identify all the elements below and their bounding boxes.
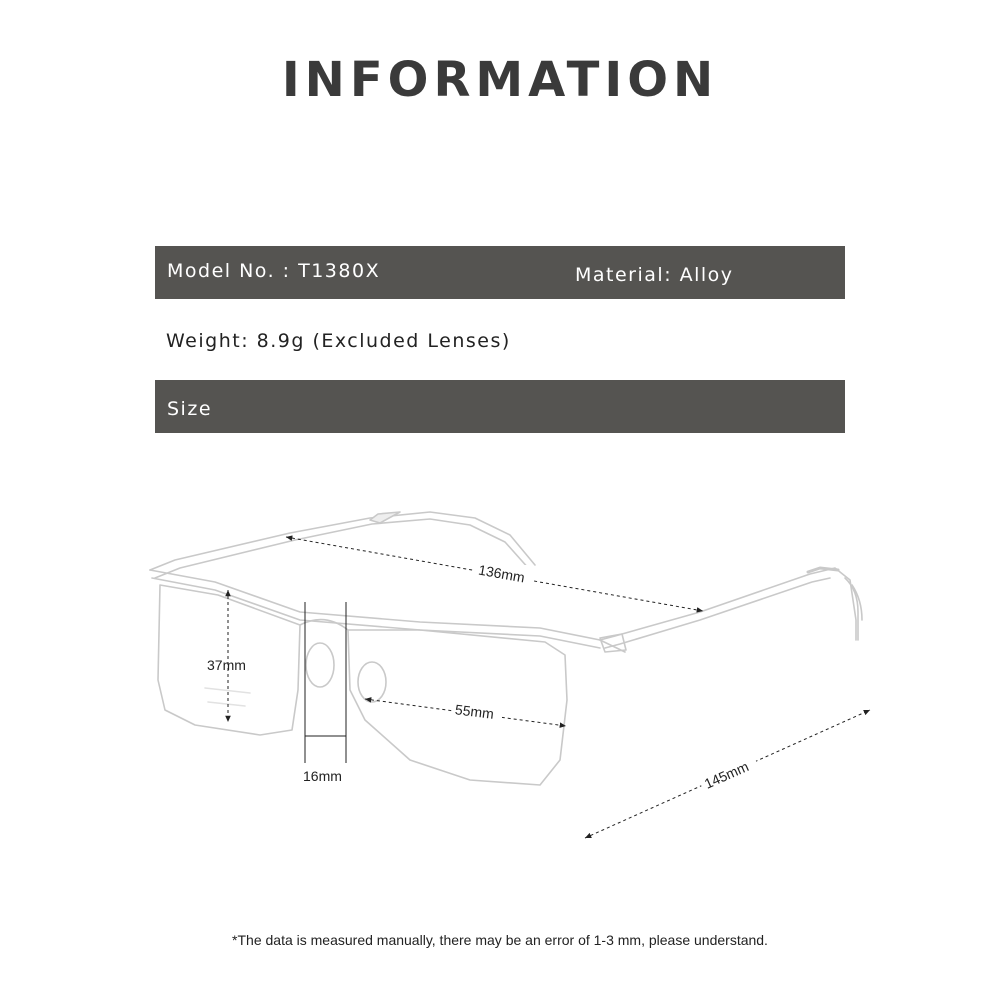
lens-width-label: 55mm (454, 701, 495, 722)
model-number-label: Model No. : T1380X (167, 260, 381, 282)
size-header-label: Size (167, 398, 213, 420)
lens-height-label: 37mm (207, 657, 246, 673)
page-title: INFORMATION (281, 52, 719, 108)
measurement-disclaimer: *The data is measured manually, there may be an error of 1-3 mm, please understand. (232, 932, 768, 948)
material-label: Material: Alloy (575, 264, 734, 286)
temple-length-label: 136mm (477, 561, 526, 586)
frame-width-label: 145mm (701, 758, 751, 792)
weight-label: Weight: 8.9g (Excluded Lenses) (166, 330, 511, 352)
glasses-frame-sketch (150, 512, 862, 785)
bridge-width-label: 16mm (303, 768, 342, 784)
